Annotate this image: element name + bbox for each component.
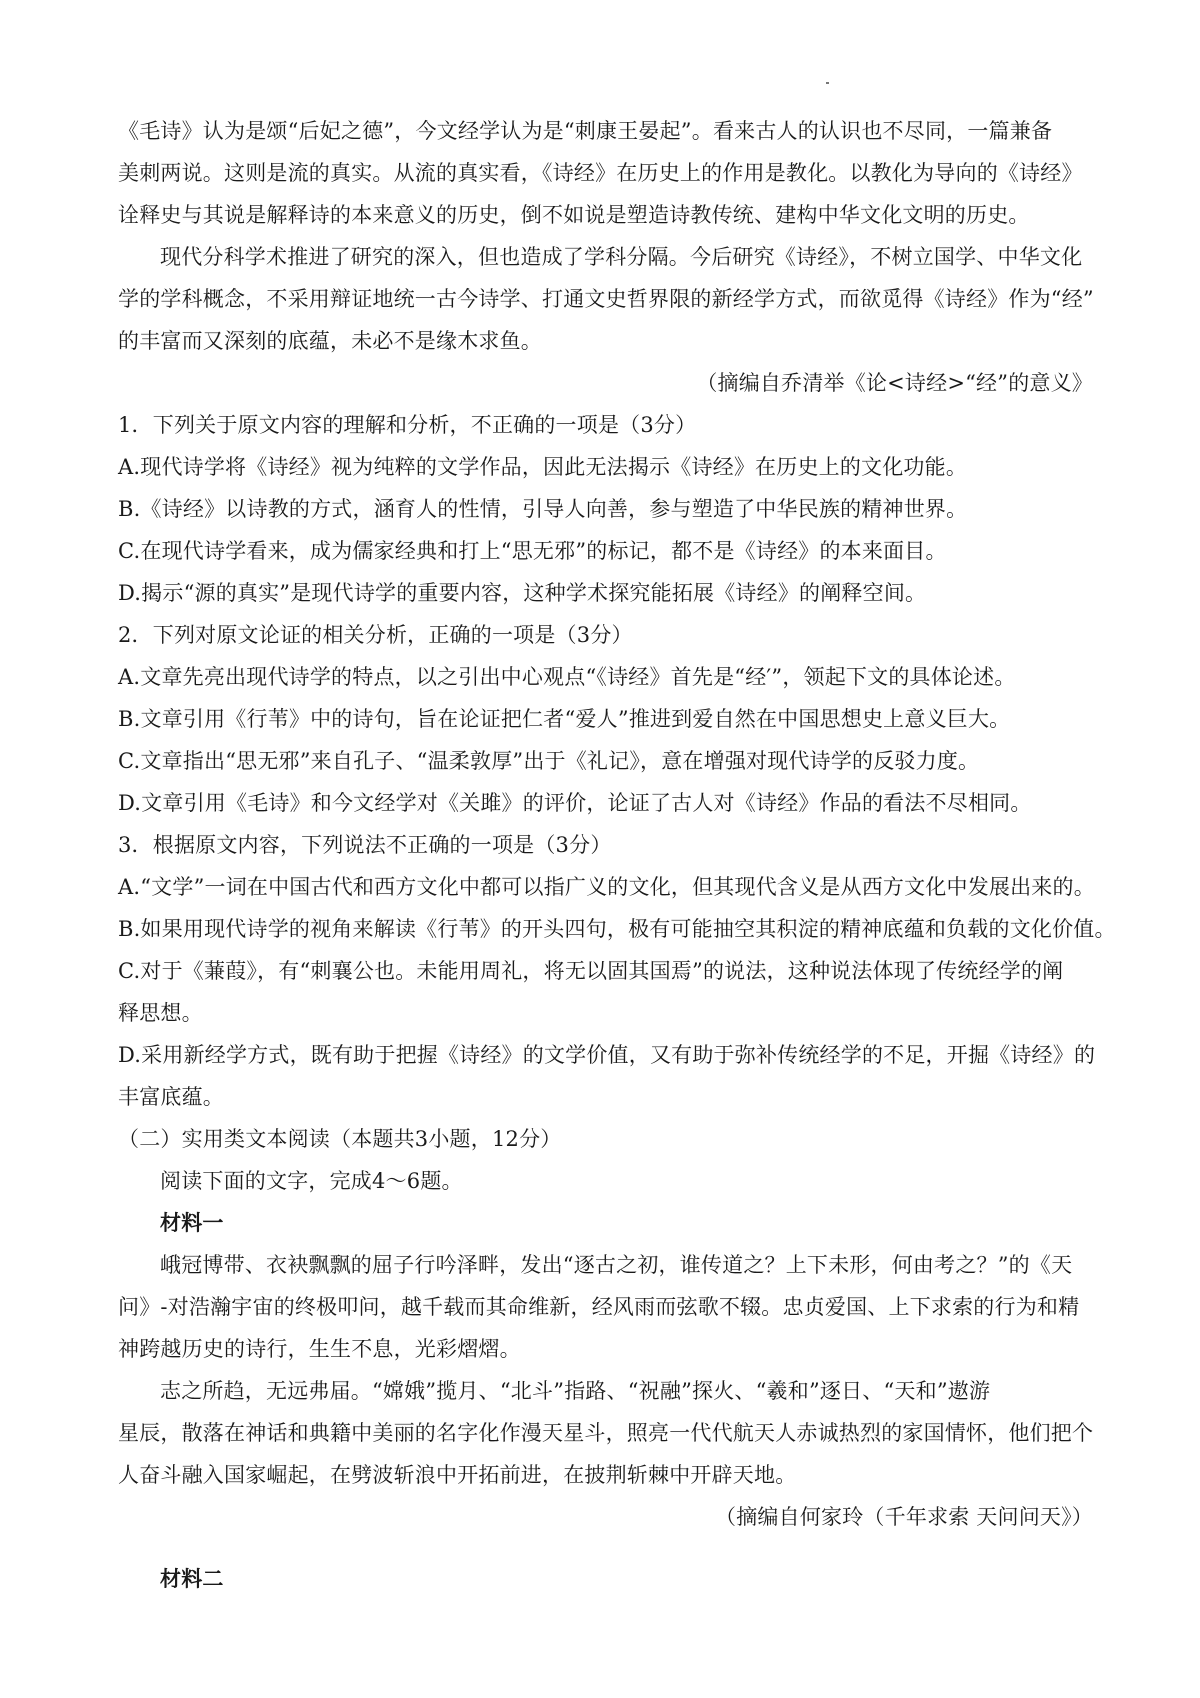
paragraph (118, 1244, 1093, 1370)
text-line: 现代分科学术推进了研究的深入，但也造成了学科分隔。今后研究《诗经》，不树立国学、中华文化 (160, 245, 1083, 269)
material-1-title: 材料一 (160, 1210, 224, 1235)
option-b: B.如果用现代诗学的视角来解读《行苇》的开头四句，极有可能抽空其积淀的精神底蕴和负载的文化价值。 (118, 917, 1116, 941)
text-line: 美刺两说。这则是流的真实。从流的真实看，《诗经》在历史上的作用是教化。以教化为导向的《诗经》 (118, 161, 1083, 185)
section-instruction: 阅读下面的文字，完成4～6题。 (160, 1169, 463, 1193)
text-line: 学的学科概念，不采用辩证地统一古今诗学、打通文史哲界限的新经学方式，而欲觅得《诗经》作为“经” (118, 287, 1094, 311)
question-2 (118, 614, 1093, 824)
text-line: 神跨越历史的诗行，生生不息，光彩熠熠。 (118, 1337, 521, 1361)
option-d: D.文章引用《毛诗》和今文经学对《关雎》的评价，论证了古人对《诗经》作品的看法不尽相同。 (118, 791, 1032, 815)
option-a: A.现代诗学将《诗经》视为纯粹的文学作品，因此无法揭示《诗经》在历史上的文化功能。 (118, 455, 968, 479)
text-line: 峨冠博带、衣袂飘飘的屈子行吟泽畔，发出“逐古之初，谁传道之？上下未形，何由考之？”的《天 (160, 1253, 1073, 1277)
option-b: B.《诗经》以诗教的方式，涵育人的性情，引导人向善，参与塑造了中华民族的精神世界。 (118, 497, 968, 521)
text-line: 志之所趋，无远弗届。“嫦娥”揽月、“北斗”指路、“祝融”探火、“羲和”逐日、“天和”遨游 (160, 1379, 991, 1403)
option-b: B.文章引用《行苇》中的诗句，旨在论证把仁者“爱人”推进到爱自然在中国思想史上意义巨大。 (118, 707, 1011, 731)
option-c: C.对于《蒹葭》，有“刺襄公也。未能用周礼，将无以固其国焉”的说法，这种说法体现了传统经学的阐 (118, 959, 1064, 983)
text-line: 人奋斗融入国家崛起，在劈波斩浪中开拓前进，在披荆斩棘中开辟天地。 (118, 1463, 797, 1487)
text-line: 星辰，散落在神话和典籍中美丽的名字化作漫天星斗，照亮一代代航天人赤诚热烈的家国情怀，他们把个 (118, 1421, 1094, 1445)
option-a: A.文章先亮出现代诗学的特点，以之引出中心观点“《诗经》首先是“经′”，领起下文的具体论述。 (118, 665, 1016, 689)
question-stem: 3．根据原文内容，下列说法不正确的一项是（3分） (118, 833, 612, 857)
question-stem: 1．下列关于原文内容的理解和分析，不正确的一项是（3分） (118, 413, 697, 437)
material-2-title: 材料二 (160, 1566, 224, 1591)
source-citation: （摘编自何家玲（千年求索 天问问天》） (715, 1505, 1093, 1529)
text-line: 问》-对浩瀚宇宙的终极叩问，越千载而其命维新，经风雨而弦歌不辍。忠贞爱国、上下求索的行为和精 (118, 1295, 1080, 1319)
option-a: A.“文学”一词在中国古代和西方文化中都可以指广义的文化，但其现代含义是从西方文化中发展出来的。 (118, 875, 1095, 899)
text-line: 的丰富而又深刻的底蕴，未必不是缘木求鱼。 (118, 329, 542, 353)
question-3 (118, 824, 1116, 1118)
question-stem: 2．下列对原文论证的相关分析，正确的一项是（3分） (118, 623, 633, 647)
option-c-cont: 释思想。 (118, 1001, 203, 1025)
question-1 (118, 404, 1093, 614)
document-page (118, 110, 1116, 1600)
page-mark (826, 82, 829, 84)
paragraph (118, 110, 1093, 236)
option-d: D.揭示“源的真实”是现代诗学的重要内容，这种学术探究能拓展《诗经》的阐释空间。 (118, 581, 927, 605)
paragraph (118, 1370, 1093, 1496)
paragraph (118, 236, 1093, 362)
option-c: C.文章指出“思无邪”来自孔子、“温柔敦厚”出于《礼记》，意在增强对现代诗学的反驳力度。 (118, 749, 980, 773)
option-c: C.在现代诗学看来，成为儒家经典和打上“思无邪”的标记，都不是《诗经》的本来面目。 (118, 539, 947, 563)
text-line: 《毛诗》认为是颂“后妃之德”，今文经学认为是“刺康王晏起”。看来古人的认识也不尽同，一篇兼备 (118, 119, 1053, 143)
source-citation: （摘编自乔清举《论<诗经>“经”的意义》 (696, 371, 1093, 395)
option-d: D.采用新经学方式，既有助于把握《诗经》的文学价值，又有助于弥补传统经学的不足，开掘《诗经》的 (118, 1043, 1096, 1067)
text-line: 诠释史与其说是解释诗的本来意义的历史，倒不如说是塑造诗教传统、建构中华文化文明的历史。 (118, 203, 1030, 227)
option-d-cont: 丰富底蕴。 (118, 1085, 224, 1109)
section-heading: （二）实用类文本阅读（本题共3小题，12分） (118, 1127, 562, 1151)
